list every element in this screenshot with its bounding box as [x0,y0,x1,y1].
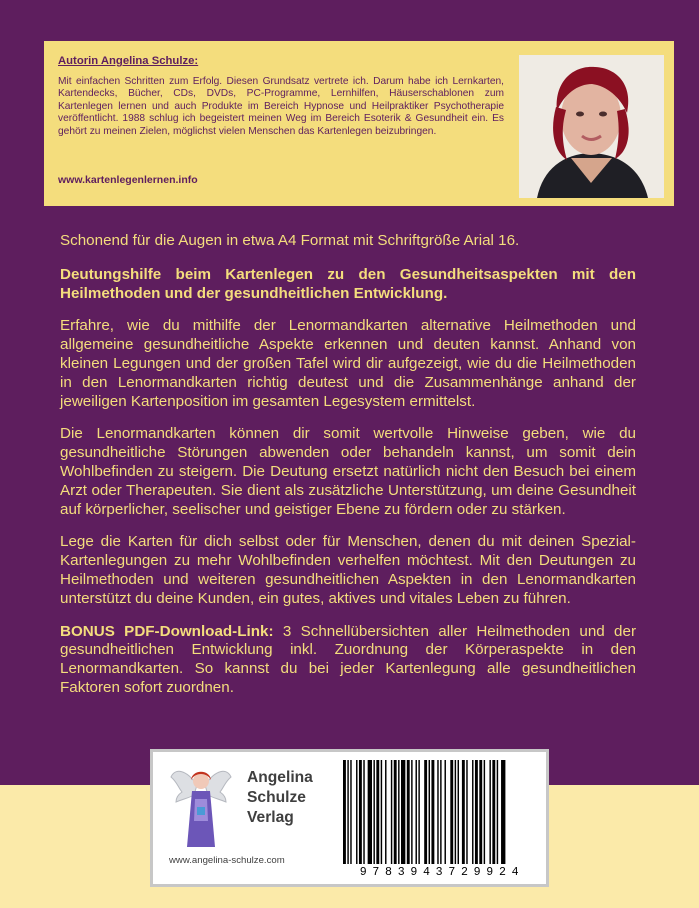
barcode-bar-5 [363,760,364,864]
barcode-bar-10 [385,760,386,864]
barcode-bar-11 [391,760,392,864]
publisher-box [150,749,549,887]
barcode-bar-37 [501,760,505,864]
isbn-barcode [343,760,541,879]
barcode-bar-23 [440,760,441,864]
author-box [44,41,674,206]
book-headline: Deutungshilfe beim Kartenlegen zu den Gesundheitsaspekten mit den Heilmethoden und der gesundheitlichen Entwicklung. [60,265,636,302]
barcode-bar-15 [407,760,410,864]
barcode-bar-7 [373,760,374,864]
barcode-bar-26 [455,760,456,864]
barcode-bar-12 [394,760,397,864]
angel-book [197,807,205,815]
author-photo [519,55,664,198]
isbn-number: 9783943729924 [359,866,525,879]
barcode-bar-18 [418,760,419,864]
barcode-bar-22 [437,760,438,864]
barcode-bar-24 [445,760,446,864]
barcode-bar-28 [462,760,465,864]
barcode-bar-25 [450,760,453,864]
barcode-bar-6 [368,760,372,864]
author-title: Autorin Angelina Schulze: [58,55,199,67]
barcode-bar-32 [479,760,482,864]
portrait-eye-left [576,112,584,117]
back-cover-text [60,232,636,698]
barcode-bar-14 [401,760,405,864]
barcode-bar-19 [424,760,427,864]
barcode-bar-29 [466,760,467,864]
portrait-eye-right [599,112,607,117]
barcode-bar-9 [381,760,382,864]
barcode-bar-0 [343,760,346,864]
bonus-label: BONUS PDF-Download-Link: [60,622,274,640]
barcode-bar-17 [416,760,417,864]
barcode-bar-36 [497,760,498,864]
author-bio: Mit einfachen Schritten zum Erfolg. Diesen Grundsatz vertrete ich. Darum habe ich Lernkarten, Kartendecks, Bücher, CDs, DVDs, PC-Programme, Lernhilfen, Häuserschablonen zum Kartenlegen lernen und auch Produkte im Bereich Hypnose und Heilpraktiker Psychotherapie veröffentlicht. 1988 schlug ich begeistert meinen Weg im Bereich Esoterik & Gesundheit ein. Es gehört zu meinen Zielen, möglichst vielen Menschen das Kartenlegen beizubringen. [58,76,504,137]
publisher-name-line-3: Verlag [247,809,294,826]
description-paragraph-3: Lege die Karten für dich selbst oder für Menschen, denen du mit deinen Spezial-Kartenlegungen zu mehr Wohlbefinden verhelfen möchtest. Mit den Deutungen zu Heilmethoden und weiteren gesundheitlichen Aspekten in den Lenormandkarten unterstützt du deine Kunden, ein gutes, aktives und vitales Leben zu führen. [60,533,636,607]
publisher-name [247,768,313,828]
description-paragraph-1: Erfahre, wie du mithilfe der Lenormandkarten alternative Heilmethoden und allgemeine gesundheitliche Aspekte erkennen und deuten kannst. Anhand von kleinen Legungen und der großen Tafel wird dir aufgezeigt, wie du die Heilmethoden in den Lenormandkarten richtig deutest und die Zusammenhänge anhand der jeweiligen Kartenposition im gesamten Legesystem ermittelst. [60,317,636,410]
barcode-bar-1 [347,760,348,864]
publisher-name-line-1: Angelina [247,769,313,786]
barcode-icon [343,760,541,864]
barcode-bar-16 [411,760,412,864]
barcode-bar-2 [350,760,351,864]
barcode-bar-33 [484,760,485,864]
barcode-bar-35 [492,760,495,864]
barcode-bar-30 [472,760,473,864]
barcode-bar-31 [475,760,478,864]
barcode-bar-8 [376,760,379,864]
barcode-bar-3 [356,760,357,864]
barcode-bar-4 [359,760,362,864]
barcode-bar-20 [429,760,430,864]
author-portrait-icon [519,55,664,198]
bonus-text: 3 Schnellübersichten aller Heilmethoden und der gesundheitlichen Entwicklung inkl. Zuordnung der Körperaspekte in den Lenormandkarten. So kannst du bei jeder Kartenlegung alle gesundheitlichen Faktoren sofort zuordnen. [60,622,637,696]
author-website[interactable]: www.kartenlegenlernen.info [58,174,198,186]
barcode-bar-21 [431,760,434,864]
barcode-bar-27 [458,760,459,864]
barcode-bar-34 [489,760,490,864]
bonus-paragraph [60,623,636,698]
publisher-website[interactable]: www.angelina-schulze.com [169,855,285,866]
publisher-name-line-2: Schulze [247,789,306,806]
format-note: Schonend für die Augen in etwa A4 Format mit Schriftgröße Arial 16. [60,232,520,249]
description-paragraph-2: Die Lenormandkarten können dir somit wertvolle Hinweise geben, wie du gesundheitliche Störungen abwenden oder behandeln kannst, um somit dein Wohlbefinden zu steigern. Die Deutung ersetzt natürlich nicht den Besuch bei einem Arzt oder Therapeuten. Sie dient als zusätzliche Unterstützung, um deine Gesundheit auf körperlicher, seelischer und geistiger Ebene zu fördern oder zu stärken. [60,425,636,518]
angel-logo-icon [170,764,232,852]
barcode-bar-13 [398,760,399,864]
